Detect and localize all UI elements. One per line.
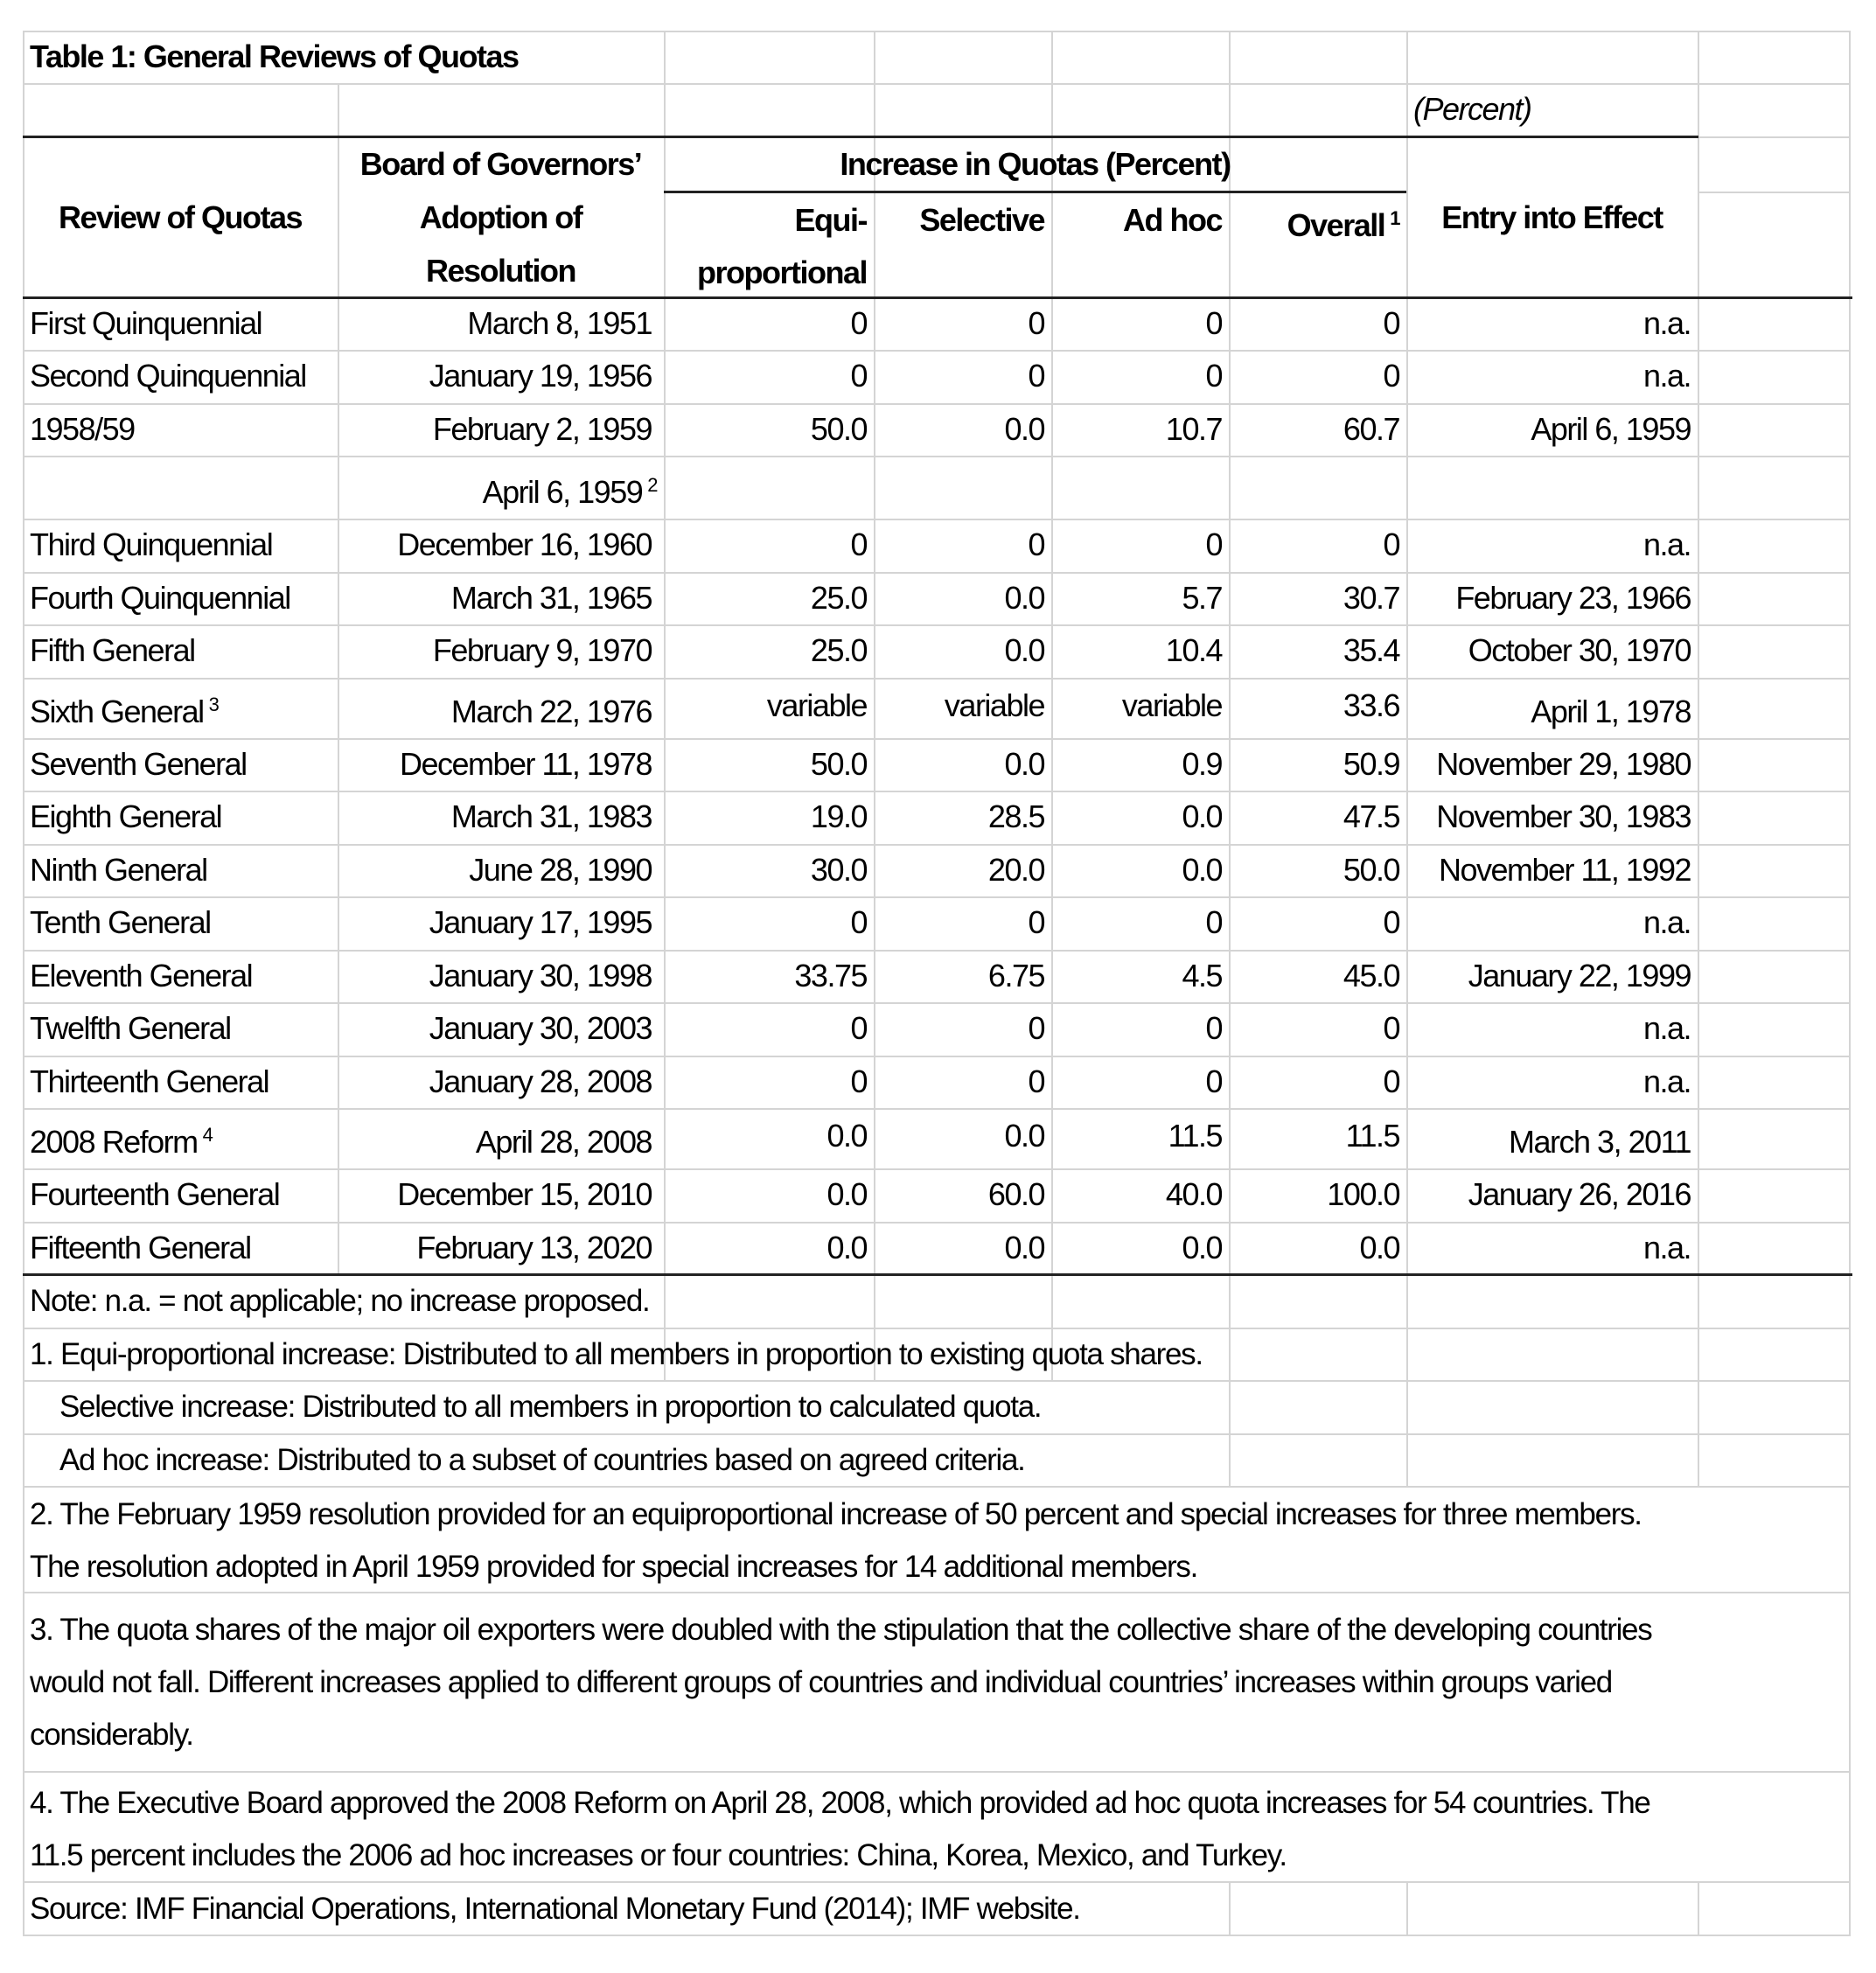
cell-selective [874, 738, 1051, 791]
cell-equiproportional-text: variable [766, 687, 867, 723]
cell-review [23, 686, 338, 738]
cell-adhoc-text: 5.7 [1182, 580, 1222, 616]
cell-adhoc [1051, 572, 1229, 624]
cell-entry-date [1406, 624, 1698, 677]
cell-adoption-date [338, 844, 664, 896]
cell-overall [1229, 1002, 1406, 1055]
cell-adhoc-text: variable [1121, 687, 1222, 723]
cell-review [23, 1056, 338, 1108]
cell-selective [874, 297, 1051, 350]
note-4a: 4. The Executive Board approved the 2008 Reform on April 28, 2008, which provided ad hoc quota increases for 54 countries. The [30, 1786, 1650, 1820]
cell-review-text: 2008 Reform [30, 1124, 198, 1160]
cell-selective-text: 0.0 [1004, 746, 1044, 782]
cell-adhoc [1051, 1110, 1229, 1162]
cell-review-text: Seventh General [30, 746, 247, 782]
cell-selective [874, 1056, 1051, 1108]
header-adoption-line1: Board of Governors’ [359, 146, 642, 182]
cell-adhoc [1051, 791, 1229, 843]
table-title: Table 1: General Reviews of Quotas [30, 38, 519, 74]
cell-overall [1229, 1110, 1406, 1162]
cell-adoption-date [338, 572, 664, 624]
cell-adoption-date-text: January 17, 1995 [429, 904, 652, 940]
cell-adoption-date [338, 624, 664, 677]
cell-equiproportional [664, 297, 874, 350]
cell-adoption-date-text: January 28, 2008 [429, 1063, 652, 1099]
cell-entry-date-text: n.a. [1642, 1010, 1691, 1046]
cell-review [23, 1002, 338, 1055]
cell-equiproportional [664, 1110, 874, 1162]
cell-adoption-date-text: April 28, 2008 [475, 1124, 652, 1160]
cell-adoption-date [338, 896, 664, 949]
note-1b: Selective increase: Distributed to all members in proportion to calculated quota. [59, 1390, 1042, 1424]
cell-adoption-date-text: March 8, 1951 [467, 305, 652, 341]
cell-review-text: Fifth General [30, 632, 195, 668]
cell-entry-date-text: March 3, 2011 [1509, 1124, 1691, 1160]
cell-equiproportional-text: 0.0 [826, 1230, 867, 1265]
cell-selective [874, 791, 1051, 843]
cell-entry-date-text: November 30, 1983 [1436, 798, 1691, 834]
header-entry: Entry into Effect [1441, 199, 1663, 235]
cell-review-text: 1958/59 [30, 411, 135, 447]
cell-selective-text: 20.0 [987, 852, 1044, 888]
cell-entry-date [1406, 466, 1698, 519]
cell-selective-text: 60.0 [987, 1176, 1044, 1212]
cell-selective-text: 0.0 [1004, 1230, 1044, 1265]
cell-entry-date-text: November 11, 1992 [1438, 852, 1691, 888]
cell-review [23, 844, 338, 896]
cell-overall-text: 60.7 [1342, 411, 1399, 447]
cell-selective [874, 1002, 1051, 1055]
cell-equiproportional-text: 0.0 [826, 1176, 867, 1212]
cell-overall-text: 45.0 [1342, 958, 1399, 993]
cell-equiproportional [664, 457, 874, 510]
cell-adhoc [1051, 844, 1229, 896]
cell-entry-date [1406, 1002, 1698, 1055]
cell-equiproportional [664, 738, 874, 791]
cell-adhoc-text: 4.5 [1182, 958, 1222, 993]
gridline [1406, 1881, 1408, 1935]
cell-selective-text: 0 [1028, 526, 1044, 562]
cell-equiproportional [664, 1056, 874, 1108]
cell-overall-text: 50.0 [1342, 852, 1399, 888]
cell-adoption-date [338, 1116, 664, 1168]
cell-entry-date [1406, 1116, 1698, 1168]
cell-equiproportional [664, 1002, 874, 1055]
cell-overall-text: 0 [1383, 358, 1399, 394]
cell-selective [874, 350, 1051, 402]
cell-selective [874, 624, 1051, 677]
cell-adoption-date [338, 791, 664, 843]
cell-review [23, 1222, 338, 1274]
cell-equiproportional-text: 0 [850, 1063, 867, 1099]
group-underline-rule [664, 191, 1406, 193]
cell-entry-date-text: n.a. [1642, 526, 1691, 562]
cell-overall-text: 0 [1383, 526, 1399, 562]
cell-equiproportional [664, 403, 874, 456]
cell-adoption-date-text: March 31, 1983 [450, 798, 652, 834]
cell-adhoc [1051, 519, 1229, 571]
note-na: Note: n.a. = not applicable; no increase proposed. [30, 1284, 650, 1318]
header-increase-group: Increase in Quotas (Percent) [840, 146, 1231, 182]
cell-selective [874, 1110, 1051, 1162]
gridline [1849, 31, 1851, 1935]
cell-adhoc-text: 0 [1205, 904, 1222, 940]
cell-overall-text: 0 [1383, 1010, 1399, 1046]
cell-equiproportional-text: 33.75 [794, 958, 867, 993]
cell-overall [1229, 738, 1406, 791]
cell-selective-text: 0.0 [1004, 632, 1044, 668]
cell-overall [1229, 297, 1406, 350]
cell-selective-text: 0.0 [1004, 411, 1044, 447]
cell-adoption-date-text: January 19, 1956 [429, 358, 652, 394]
cell-review-text: Ninth General [30, 852, 207, 888]
cell-selective [874, 572, 1051, 624]
cell-review [23, 572, 338, 624]
cell-adhoc [1051, 403, 1229, 456]
cell-review-text: Eighth General [30, 798, 222, 834]
cell-adhoc [1051, 1002, 1229, 1055]
cell-equiproportional [664, 791, 874, 843]
cell-entry-date-text: November 29, 1980 [1436, 746, 1691, 782]
cell-equiproportional-text: 25.0 [810, 580, 867, 616]
cell-review-text: Fifteenth General [30, 1230, 251, 1265]
cell-equiproportional-text: 0 [850, 526, 867, 562]
cell-overall-text: 11.5 [1345, 1118, 1399, 1154]
cell-entry-date-text: October 30, 1970 [1468, 632, 1691, 668]
cell-review [23, 896, 338, 949]
cell-selective-text: 6.75 [987, 958, 1044, 993]
cell-adoption-date [338, 519, 664, 571]
cell-entry-date [1406, 519, 1698, 571]
cell-adoption-date-text: June 28, 1990 [469, 852, 652, 888]
cell-adhoc-text: 0.9 [1182, 746, 1222, 782]
cell-adhoc [1051, 457, 1229, 510]
cell-selective [874, 1222, 1051, 1274]
cell-equiproportional [664, 519, 874, 571]
header-adoption-line2: Adoption of [419, 199, 582, 235]
cell-selective-text: 28.5 [987, 798, 1044, 834]
cell-adoption-date [338, 1222, 664, 1274]
cell-adoption-date-text: December 16, 1960 [397, 526, 652, 562]
cell-overall-text: 0 [1383, 904, 1399, 940]
cell-overall [1229, 791, 1406, 843]
cell-adoption-date-text: December 11, 1978 [399, 746, 652, 782]
cell-entry-date-text: January 22, 1999 [1468, 958, 1691, 993]
footnote-marker: 2 [647, 474, 657, 496]
footnote-marker: 1 [1390, 207, 1399, 229]
note-3b: would not fall. Different increases applied to different groups of countries and individual countries’ increases within groups varied [30, 1665, 1612, 1699]
cell-adoption-date-text: April 6, 1959 [482, 474, 643, 510]
cell-review-text: First Quinquennial [30, 305, 262, 341]
unit-label: (Percent) [1413, 91, 1531, 127]
cell-selective [874, 844, 1051, 896]
cell-adhoc [1051, 950, 1229, 1002]
cell-adhoc-text: 0.0 [1182, 852, 1222, 888]
cell-entry-date-text: April 1, 1978 [1531, 694, 1691, 729]
cell-equiproportional [664, 680, 874, 732]
cell-equiproportional-text: 19.0 [810, 798, 867, 834]
cell-adoption-date-text: February 9, 1970 [432, 632, 652, 668]
cell-review [23, 791, 338, 843]
header-review: Review of Quotas [58, 199, 303, 235]
cell-selective [874, 403, 1051, 456]
cell-review-text: Tenth General [30, 904, 211, 940]
cell-adoption-date-text: February 13, 2020 [416, 1230, 652, 1265]
cell-entry-date-text: February 23, 1966 [1455, 580, 1691, 616]
cell-review-text: Second Quinquennial [30, 358, 306, 394]
header-overall [1229, 199, 1406, 252]
cell-overall-text: 30.7 [1342, 580, 1399, 616]
cell-adoption-date [338, 1002, 664, 1055]
cell-overall [1229, 896, 1406, 949]
cell-entry-date [1406, 297, 1698, 350]
cell-adoption-date-text: December 15, 2010 [397, 1176, 652, 1212]
cell-review [23, 403, 338, 456]
header-selective: Selective [919, 202, 1044, 238]
cell-overall-text: 0.0 [1359, 1230, 1399, 1265]
cell-equiproportional [664, 896, 874, 949]
cell-selective [874, 1168, 1051, 1221]
note-2a: 2. The February 1959 resolution provided for an equiproportional increase of 50 percent and special increases for three members. [30, 1497, 1642, 1531]
gridline [23, 1771, 1851, 1773]
cell-adoption-date [338, 950, 664, 1002]
cell-review [23, 519, 338, 571]
cell-entry-date [1406, 572, 1698, 624]
cell-entry-date [1406, 686, 1698, 738]
cell-equiproportional-text: 0 [850, 305, 867, 341]
cell-equiproportional-text: 25.0 [810, 632, 867, 668]
cell-adhoc-text: 0 [1205, 1063, 1222, 1099]
cell-review-text: Eleventh General [30, 958, 253, 993]
cell-adoption-date [338, 686, 664, 738]
cell-entry-date [1406, 1168, 1698, 1221]
cell-adhoc [1051, 1056, 1229, 1108]
cell-entry-date [1406, 791, 1698, 843]
cell-entry-date [1406, 1222, 1698, 1274]
cell-selective-text: 0.0 [1004, 580, 1044, 616]
cell-selective-text: 0.0 [1004, 1118, 1044, 1154]
cell-equiproportional [664, 624, 874, 677]
cell-entry-date-text: n.a. [1642, 358, 1691, 394]
header-adhoc: Ad hoc [1123, 202, 1222, 238]
cell-selective [874, 519, 1051, 571]
cell-selective [874, 457, 1051, 510]
cell-selective-text: variable [944, 687, 1044, 723]
cell-review-text: Fourth Quinquennial [30, 580, 290, 616]
cell-adhoc [1051, 297, 1229, 350]
cell-equiproportional [664, 1168, 874, 1221]
gridline [1698, 31, 1699, 1486]
cell-overall [1229, 519, 1406, 571]
header-overall-label: Overall [1287, 207, 1385, 243]
header-equi-line2: proportional [697, 254, 867, 290]
cell-selective [874, 950, 1051, 1002]
cell-review [23, 350, 338, 402]
cell-review [23, 1168, 338, 1221]
gridline [1698, 136, 1851, 138]
cell-adhoc-text: 0 [1205, 526, 1222, 562]
cell-overall [1229, 844, 1406, 896]
gridline [1698, 1881, 1699, 1935]
cell-adoption-date [338, 403, 664, 456]
cell-adhoc-text: 10.7 [1165, 411, 1222, 447]
cell-overall [1229, 950, 1406, 1002]
cell-selective-text: 0 [1028, 305, 1044, 341]
gridline [1229, 1881, 1231, 1935]
cell-overall [1229, 572, 1406, 624]
cell-review [23, 297, 338, 350]
cell-overall [1229, 403, 1406, 456]
cell-equiproportional-text: 0 [850, 1010, 867, 1046]
cell-review-text: Fourteenth General [30, 1176, 280, 1212]
cell-review [23, 624, 338, 677]
header-adoption-line3: Resolution [426, 253, 575, 289]
cell-overall-text: 0 [1383, 305, 1399, 341]
cell-adoption-date-text: January 30, 2003 [429, 1010, 652, 1046]
source-note: Source: IMF Financial Operations, International Monetary Fund (2014); IMF website. [30, 1892, 1080, 1926]
cell-equiproportional-text: 30.0 [810, 852, 867, 888]
cell-overall-text: 33.6 [1342, 687, 1399, 723]
cell-overall [1229, 1056, 1406, 1108]
cell-adhoc-text: 0.0 [1182, 798, 1222, 834]
cell-equiproportional [664, 1222, 874, 1274]
note-1a: 1. Equi-proportional increase: Distributed to all members in proportion to existing quota shares. [30, 1337, 1203, 1371]
cell-entry-date-text: April 6, 1959 [1531, 411, 1691, 447]
cell-entry-date [1406, 350, 1698, 402]
cell-adhoc [1051, 896, 1229, 949]
cell-entry-date-text: n.a. [1642, 1063, 1691, 1099]
cell-selective [874, 680, 1051, 732]
cell-overall-text: 35.4 [1342, 632, 1399, 668]
cell-equiproportional-text: 0.0 [826, 1118, 867, 1154]
cell-entry-date [1406, 844, 1698, 896]
cell-equiproportional-text: 50.0 [810, 411, 867, 447]
cell-entry-date-text: n.a. [1642, 1230, 1691, 1265]
cell-overall [1229, 1168, 1406, 1221]
cell-review [23, 466, 338, 519]
cell-entry-date [1406, 896, 1698, 949]
cell-adoption-date-text: March 31, 1965 [450, 580, 652, 616]
cell-review-text: Third Quinquennial [30, 526, 273, 562]
cell-adhoc [1051, 1222, 1229, 1274]
cell-review-text: Thirteenth General [30, 1063, 269, 1099]
cell-adhoc-text: 11.5 [1168, 1118, 1222, 1154]
cell-overall [1229, 624, 1406, 677]
cell-adhoc [1051, 680, 1229, 732]
cell-adoption-date [338, 738, 664, 791]
cell-review-text: Twelfth General [30, 1010, 231, 1046]
cell-overall-text: 50.9 [1342, 746, 1399, 782]
cell-entry-date [1406, 738, 1698, 791]
cell-adoption-date-text: February 2, 1959 [432, 411, 652, 447]
cell-selective [874, 896, 1051, 949]
cell-overall [1229, 457, 1406, 510]
note-2b: The resolution adopted in April 1959 provided for special increases for 14 additional members. [30, 1550, 1198, 1584]
cell-adhoc-text: 0.0 [1182, 1230, 1222, 1265]
cell-overall-text: 47.5 [1342, 798, 1399, 834]
cell-selective-text: 0 [1028, 904, 1044, 940]
cell-adhoc-text: 10.4 [1165, 632, 1222, 668]
cell-entry-date-text: January 26, 2016 [1468, 1176, 1691, 1212]
cell-overall [1229, 680, 1406, 732]
cell-equiproportional-text: 0 [850, 358, 867, 394]
cell-review [23, 1116, 338, 1168]
footnote-marker: 4 [202, 1124, 213, 1146]
cell-entry-date [1406, 1056, 1698, 1108]
header-equi-line1: Equi- [794, 202, 867, 238]
cell-overall-text: 0 [1383, 1063, 1399, 1099]
cell-adoption-date [338, 1168, 664, 1221]
cell-adhoc-text: 0 [1205, 305, 1222, 341]
cell-equiproportional [664, 572, 874, 624]
cell-adoption-date-text: March 22, 1976 [450, 694, 652, 729]
cell-entry-date [1406, 403, 1698, 456]
cell-equiproportional [664, 950, 874, 1002]
cell-adhoc [1051, 350, 1229, 402]
cell-adoption-date [338, 466, 664, 519]
cell-review [23, 950, 338, 1002]
cell-equiproportional-text: 0 [850, 904, 867, 940]
note-1c: Ad hoc increase: Distributed to a subset of countries based on agreed criteria. [59, 1443, 1025, 1477]
cell-adoption-date [338, 297, 664, 350]
cell-entry-date [1406, 950, 1698, 1002]
cell-entry-date-text: n.a. [1642, 904, 1691, 940]
cell-selective-text: 0 [1028, 1010, 1044, 1046]
cell-adoption-date [338, 350, 664, 402]
footnote-marker: 3 [208, 694, 219, 715]
cell-equiproportional-text: 50.0 [810, 746, 867, 782]
cell-equiproportional [664, 844, 874, 896]
cell-entry-date-text: n.a. [1642, 305, 1691, 341]
cell-adhoc-text: 0 [1205, 358, 1222, 394]
cell-adoption-date [338, 1056, 664, 1108]
cell-overall [1229, 350, 1406, 402]
cell-review-text: Sixth General [30, 694, 204, 729]
cell-overall-text: 100.0 [1327, 1176, 1399, 1212]
cell-selective-text: 0 [1028, 1063, 1044, 1099]
gridline [1698, 192, 1851, 193]
note-4b: 11.5 percent includes the 2006 ad hoc increases or four countries: China, Korea, Mexico, and Turkey. [30, 1838, 1287, 1872]
cell-review [23, 738, 338, 791]
cell-selective-text: 0 [1028, 358, 1044, 394]
cell-adhoc [1051, 1168, 1229, 1221]
cell-overall [1229, 1222, 1406, 1274]
note-3a: 3. The quota shares of the major oil exporters were doubled with the stipulation that the collective share of the developing countries [30, 1613, 1652, 1647]
cell-adhoc-text: 40.0 [1165, 1176, 1222, 1212]
cell-equiproportional [664, 350, 874, 402]
cell-adhoc [1051, 624, 1229, 677]
cell-adhoc [1051, 738, 1229, 791]
note-3c: considerably. [30, 1718, 193, 1752]
cell-adoption-date-text: January 30, 1998 [429, 958, 652, 993]
cell-adhoc-text: 0 [1205, 1010, 1222, 1046]
